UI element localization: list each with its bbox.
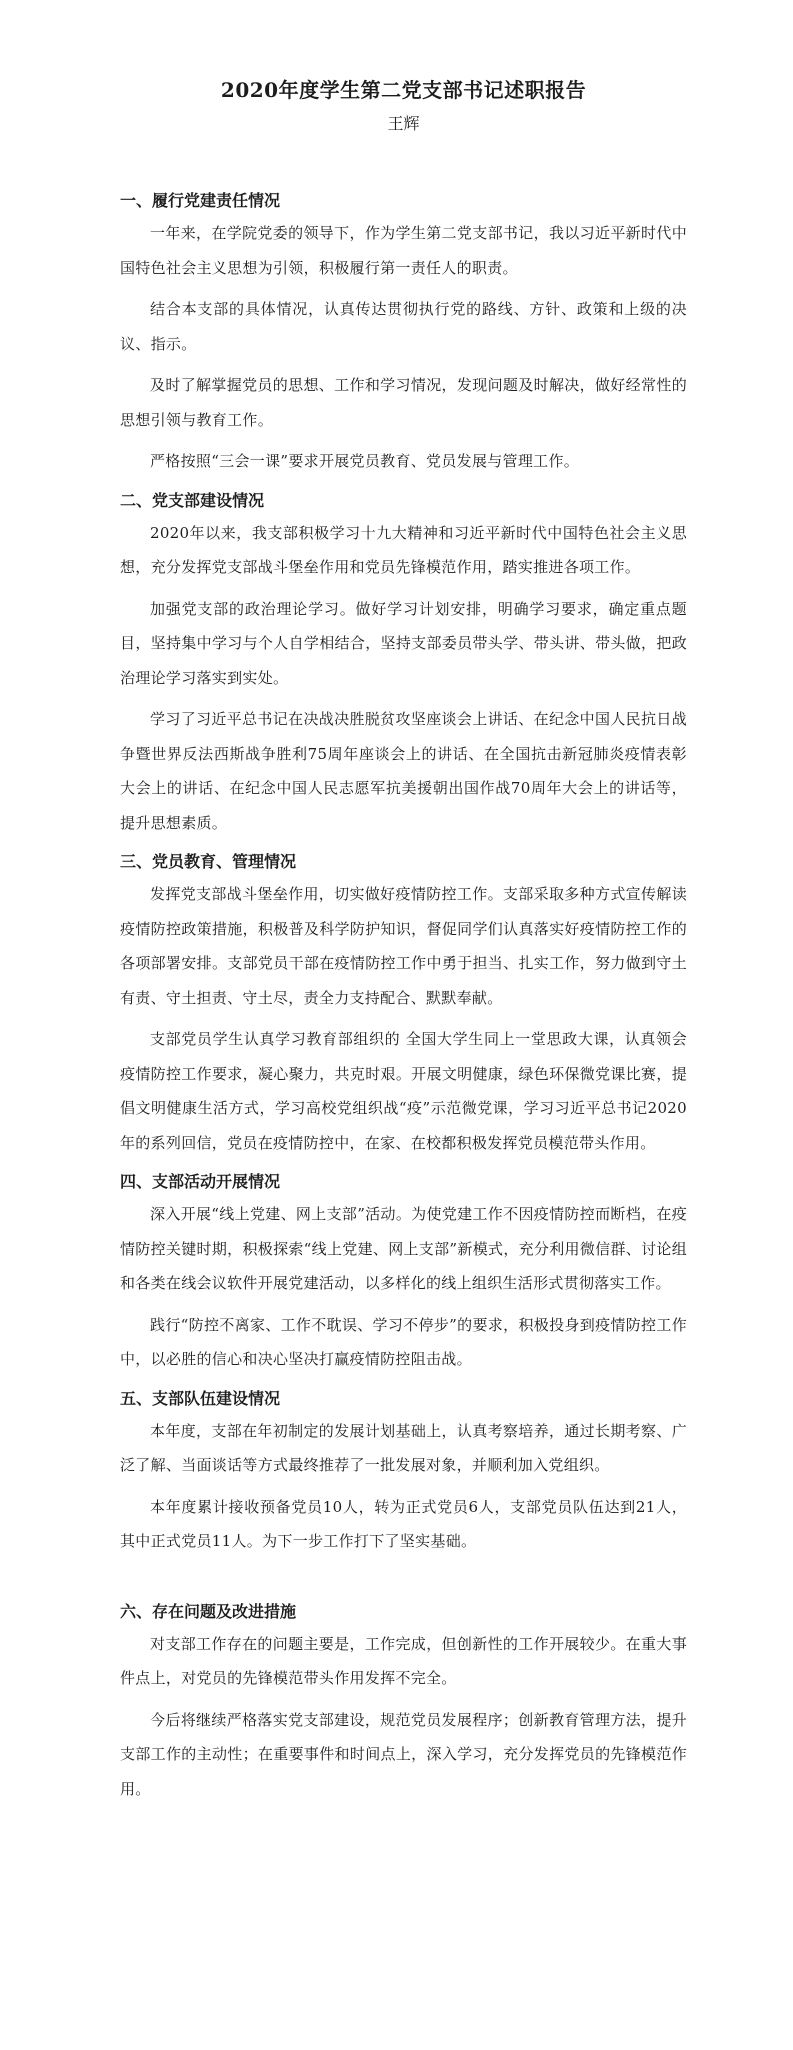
paragraph: 2020年以来，我支部积极学习十九大精神和习近平新时代中国特色社会主义思想，充分发挥党支部战斗堡垒作用和党员先锋模范作用，踏实推进各项工作。 [120,523,687,576]
section-heading: 一、履行党建责任情况 [120,191,281,210]
paragraph: 学习了习近平总书记在决战决胜脱贫攻坚座谈会上讲话、在纪念中国人民抗日战争暨世界反法西斯战争胜利75周年座谈会上的讲话、在全国抗击新冠肺炎疫情表彰大会上的讲话、在纪念中国人民志愿军抗美援朝出国作战70周年大会上的讲话等，提升思想素质。 [120,710,687,832]
section-heading: 四、支部活动开展情况 [120,1172,281,1191]
section-2 [120,486,687,841]
section-3 [120,847,687,1160]
paragraph: 本年度累计接收预备党员10人，转为正式党员6人，支部党员队伍达到21人，其中正式党员11人。为下一步工作打下了坚实基础。 [120,1497,687,1550]
section-heading: 六、存在问题及改进措施 [120,1601,297,1621]
document-title: 2020年度学生第二党支部书记述职报告 [220,78,587,102]
paragraph: 践行“防控不离家、工作不耽误、学习不停步”的要求，积极投身到疫情防控工作中，以必胜的信心和决心坚决打赢疫情防控阻击战。 [120,1315,687,1368]
section-heading: 五、支部队伍建设情况 [120,1388,281,1408]
paragraph: 本年度，支部在年初制定的发展计划基础上，认真考察培养，通过长期考察、广泛了解、当面谈话等方式最终推荐了一批发展对象，并顺利加入党组织。 [120,1421,687,1474]
paragraph: 今后将继续严格落实党支部建设，规范党员发展程序；创新教育管理方法，提升支部工作的主动性；在重要事件和时间点上，深入学习，充分发挥党员的先锋模范作用。 [120,1710,687,1798]
paragraph: 支部党员学生认真学习教育部组织的 全国大学生同上一堂思政大课，认真领会疫情防控工作要求，凝心聚力，共克时艰。开展文明健康，绿色环保微党课比赛，提倡文明健康生活方式，学习高校党组织战“疫”示范微党课，学习习近平总书记2020年的系列回信，党员在疫情防控中，在家、在校都积极发挥党员模范带头作用。 [120,1030,687,1152]
paragraph: 及时了解掌握党员的思想、工作和学习情况，发现问题及时解决，做好经常性的思想引领与教育工作。 [120,376,687,429]
paragraph: 对支部工作存在的问题主要是，工作完成，但创新性的工作开展较少。在重大事件点上，对党员的先锋模范带头作用发挥不完全。 [120,1634,687,1687]
section-heading: 二、党支部建设情况 [120,490,265,510]
document-author: 王辉 [387,114,420,133]
paragraph: 深入开展“线上党建、网上支部”活动。为使党建工作不因疫情防控而断档，在疫情防控关键时期，积极探索“线上党建、网上支部”新模式，充分利用微信群、讨论组和各类在线会议软件开展党建活动，以多样化的线上组织生活形式贯彻落实工作。 [120,1205,687,1292]
section-6 [120,1597,687,1807]
paragraph: 一年来，在学院党委的领导下，作为学生第二党支部书记，我以习近平新时代中国特色社会主义思想为引领，积极履行第一责任人的职责。 [120,224,687,277]
paragraph: 加强党支部的政治理论学习。做好学习计划安排，明确学习要求，确定重点题目，坚持集中学习与个人自学相结合，坚持支部委员带头学、带头讲、带头做，把政治理论学习落实到实处。 [120,599,687,687]
section-4 [120,1167,687,1377]
paragraph: 发挥党支部战斗堡垒作用，切实做好疫情防控工作。支部采取多种方式宣传解读疫情防控政策措施，积极普及科学防护知识，督促同学们认真落实好疫情防控工作的各项部署安排。支部党员干部在疫情防控工作中勇于担当、扎实工作，努力做到守土有责、守土担责、守土尽，责全力支持配合、默默奉献。 [120,885,687,1007]
paragraph: 结合本支部的具体情况，认真传达贯彻执行党的路线、方针、政策和上级的决议、指示。 [120,300,687,353]
section-heading: 三、党员教育、管理情况 [120,852,297,871]
paragraph: 严格按照“三会一课”要求开展党员教育、党员发展与管理工作。 [150,452,580,470]
section-1 [120,186,687,479]
section-5 [120,1384,687,1559]
